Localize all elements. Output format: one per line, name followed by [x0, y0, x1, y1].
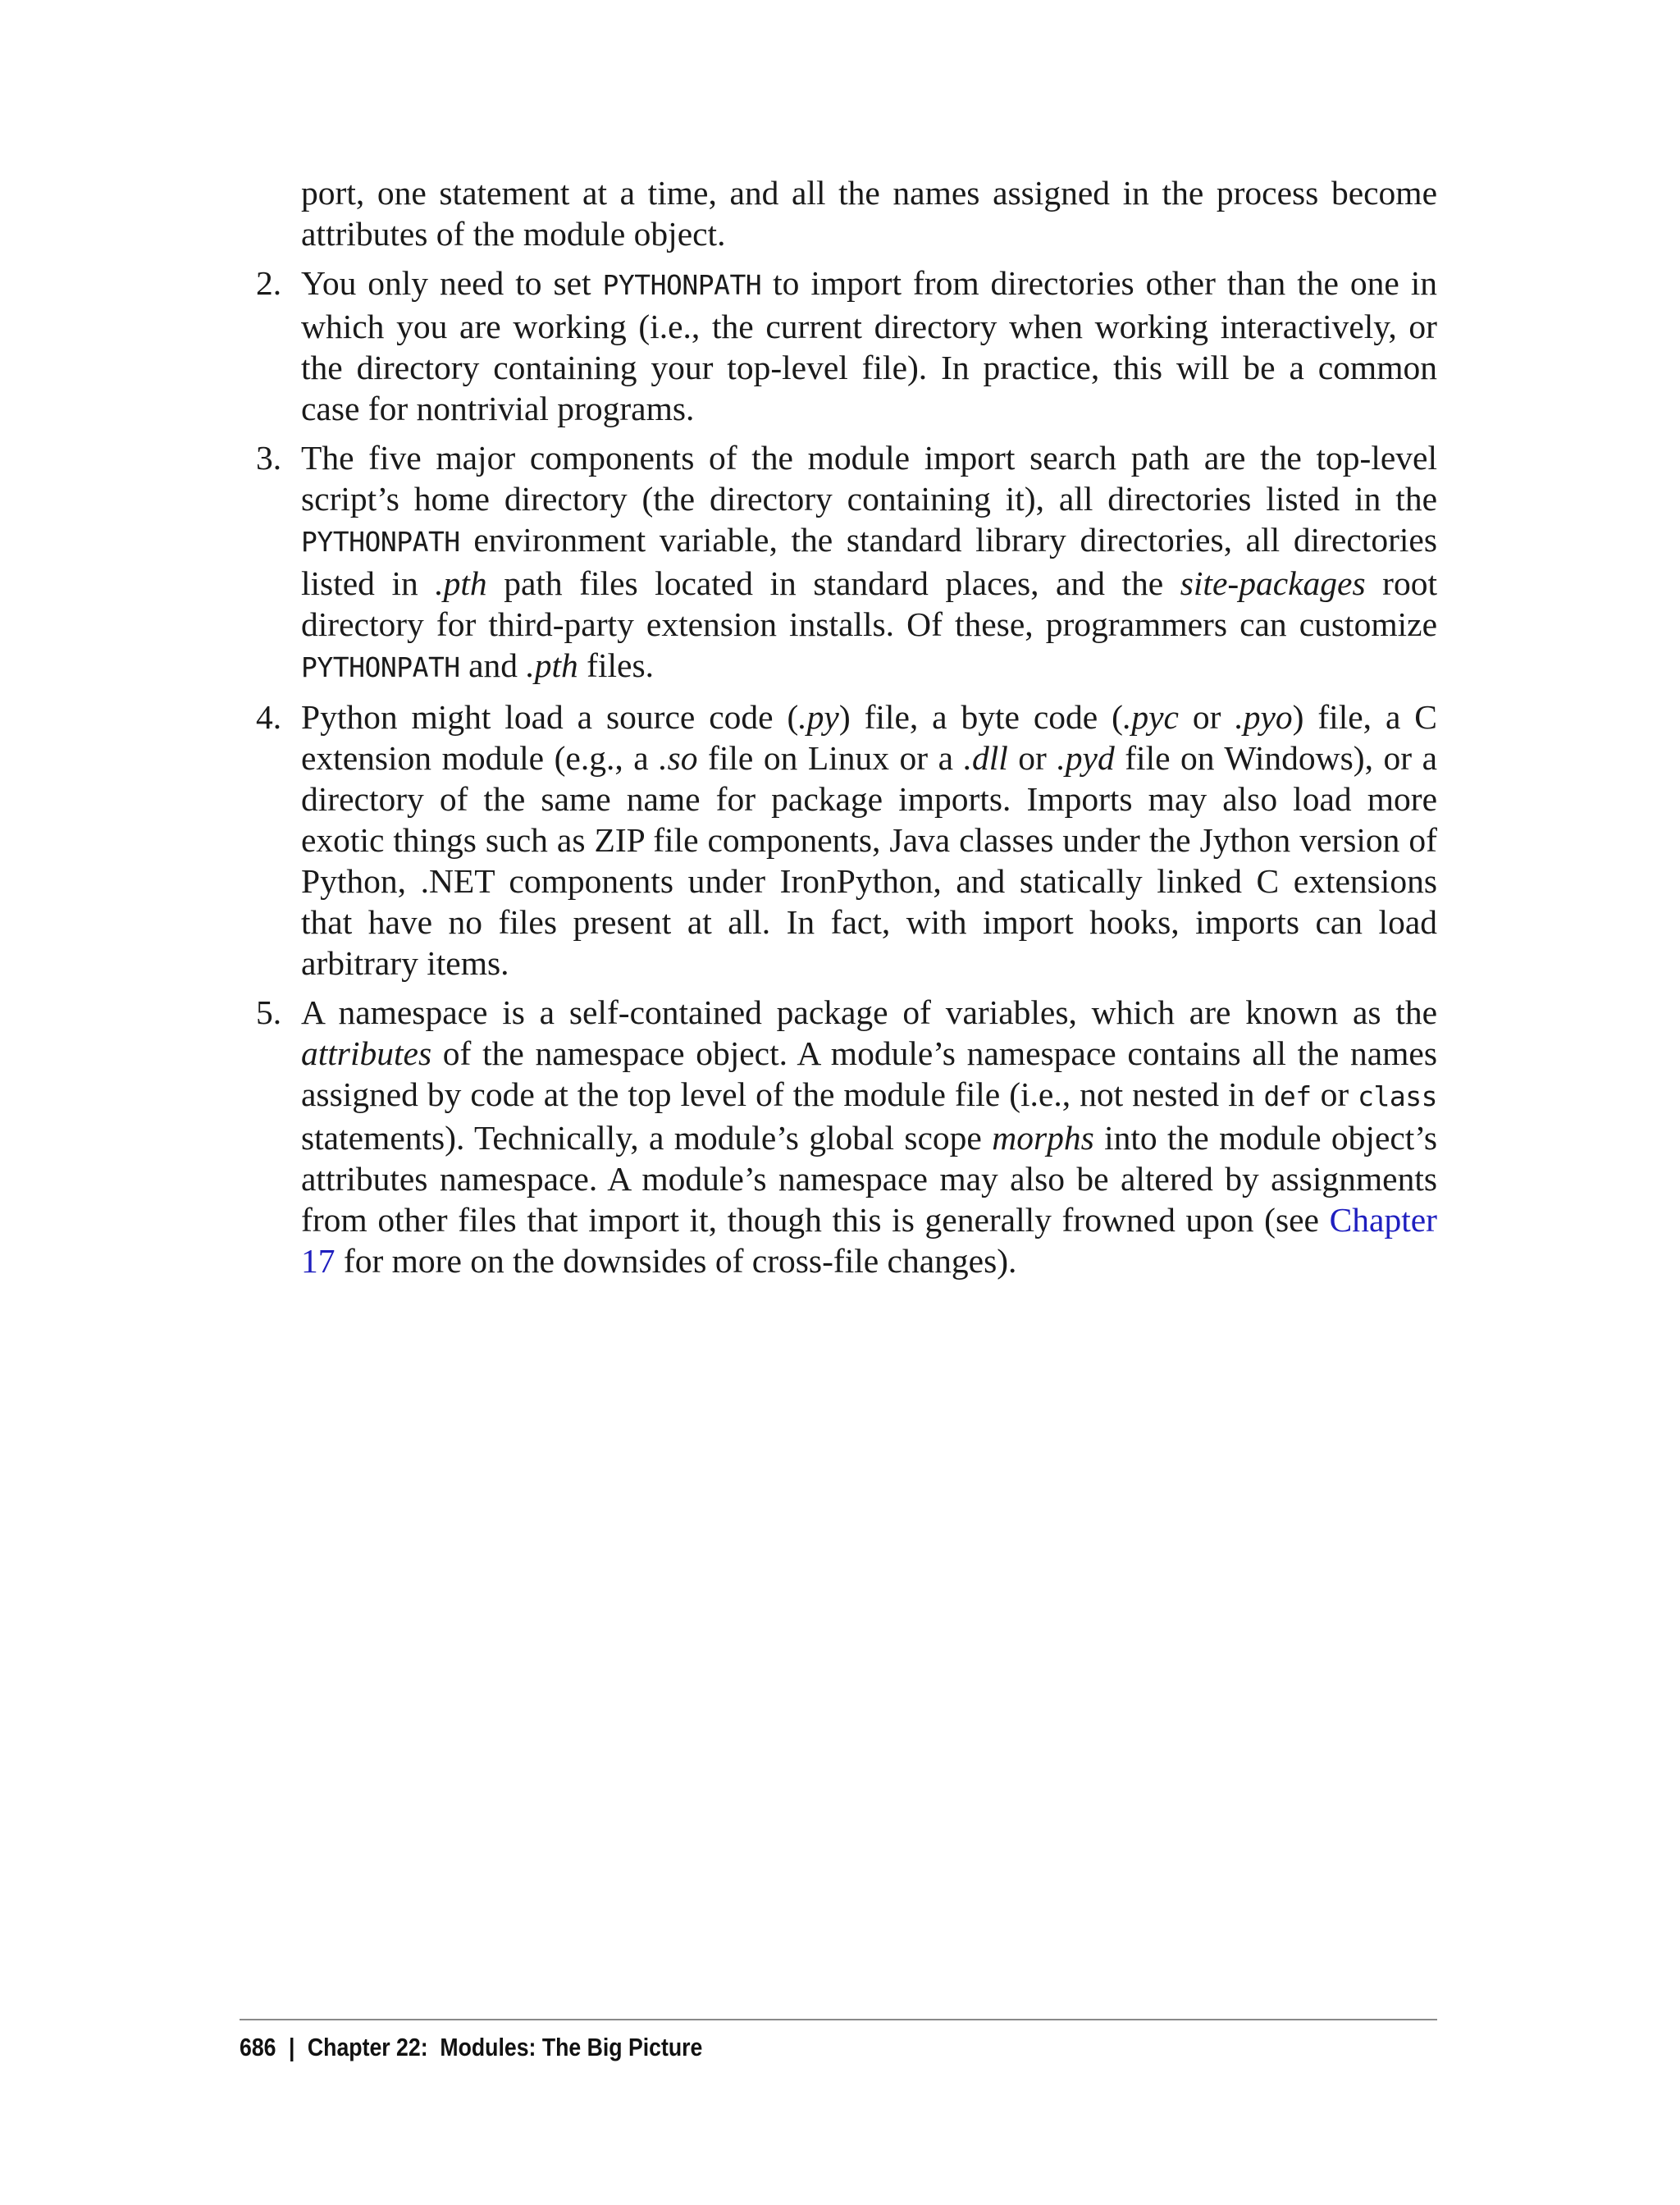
italic-term: .py	[798, 698, 839, 736]
item-text: ) file, a C extension module (e.g., a	[301, 698, 1437, 777]
carryover-paragraph	[301, 172, 1437, 254]
item-text: The five major components of the module import search path are the top-level script’s home directory (the directory containing it), all directories listed in the	[301, 439, 1437, 518]
item-text: path files located in standard places, and the	[486, 564, 1180, 602]
item-text: and	[459, 646, 527, 684]
list-item-number: 2.	[256, 264, 282, 302]
italic-term: .pth	[526, 646, 578, 684]
item-text: root directory for third-party extension installs. Of these, programmers can customize	[301, 564, 1437, 643]
footer-chapter-title: Chapter 22: Modules: The Big Picture	[307, 2033, 703, 2061]
chapter-17-link[interactable]: Chapter 17	[301, 1201, 1437, 1280]
page-body	[240, 172, 1437, 1281]
list-item	[240, 696, 1437, 984]
item-text: or	[1007, 739, 1057, 777]
item-text: for more on the downsides of cross-file changes).	[335, 1242, 1017, 1280]
item-text: statements). Technically, a module’s global scope	[301, 1119, 993, 1157]
page-number: 686	[240, 2033, 276, 2061]
item-text: into the module object’s attributes namespace. A module’s namespace may also be altered by assignments from other files that import it, though this is generally frowned upon (see	[301, 1119, 1437, 1239]
italic-term: .pyd	[1057, 739, 1115, 777]
item-text: ) file, a byte code (	[838, 698, 1123, 736]
list-item	[240, 992, 1437, 1281]
italic-term: site-packages	[1180, 564, 1366, 602]
code-pythonpath: PYTHONPATH	[301, 651, 460, 683]
italic-term: .so	[659, 739, 698, 777]
item-text: Python might load a source code (	[301, 698, 799, 736]
item-text: or	[1311, 1075, 1358, 1113]
italic-term: .pyc	[1122, 698, 1179, 736]
list-item	[240, 262, 1437, 429]
item-text: file on Windows), or a directory of the same name for package imports. Imports may also load more exotic things such as ZIP file components, Java classes under the Jython version of Python, .NET components under IronPython, and statically linked C extensions that have no files present at all. In fact, with import hooks, imports can load arbitrary items.	[301, 739, 1437, 982]
code-def: def	[1263, 1080, 1312, 1112]
item-text: A namespace is a self-contained package of variables, which are known as the	[301, 993, 1437, 1031]
item-text: file on Linux or a	[697, 739, 964, 777]
list-item-number: 3.	[256, 439, 282, 477]
italic-term: morphs	[992, 1119, 1094, 1157]
item-text: or	[1178, 698, 1235, 736]
page-footer	[240, 2031, 702, 2064]
italic-term: .pyo	[1235, 698, 1293, 736]
list-item	[240, 437, 1437, 688]
footer-rule	[240, 2019, 1437, 2020]
item-text: files.	[578, 646, 654, 684]
italic-term: .dll	[963, 739, 1008, 777]
code-pythonpath: PYTHONPATH	[301, 526, 460, 558]
list-item-number: 4.	[256, 698, 282, 736]
item-text: to import from directories other than the one in which you are working (i.e., the current directory when working interactively, or the directory containing your top-level file). In practice, this will be a common case for nontrivial programs.	[301, 264, 1437, 427]
item-text: environment variable, the standard library directories, all directories listed in	[301, 521, 1437, 602]
carryover-text: port, one statement at a time, and all the names assigned in the process become attributes of the module object.	[301, 174, 1437, 253]
italic-term: .pth	[435, 564, 487, 602]
item-text: of the namespace object. A module’s namespace contains all the names assigned by code at the top level of the module file (i.e., not nested in	[301, 1034, 1437, 1113]
item-text: You only need to set	[301, 264, 603, 302]
italic-term: attributes	[301, 1034, 432, 1072]
code-class: class	[1358, 1080, 1437, 1112]
code-pythonpath: PYTHONPATH	[602, 269, 762, 301]
list-item-number: 5.	[256, 993, 282, 1031]
footer-separator: |	[288, 2033, 295, 2061]
